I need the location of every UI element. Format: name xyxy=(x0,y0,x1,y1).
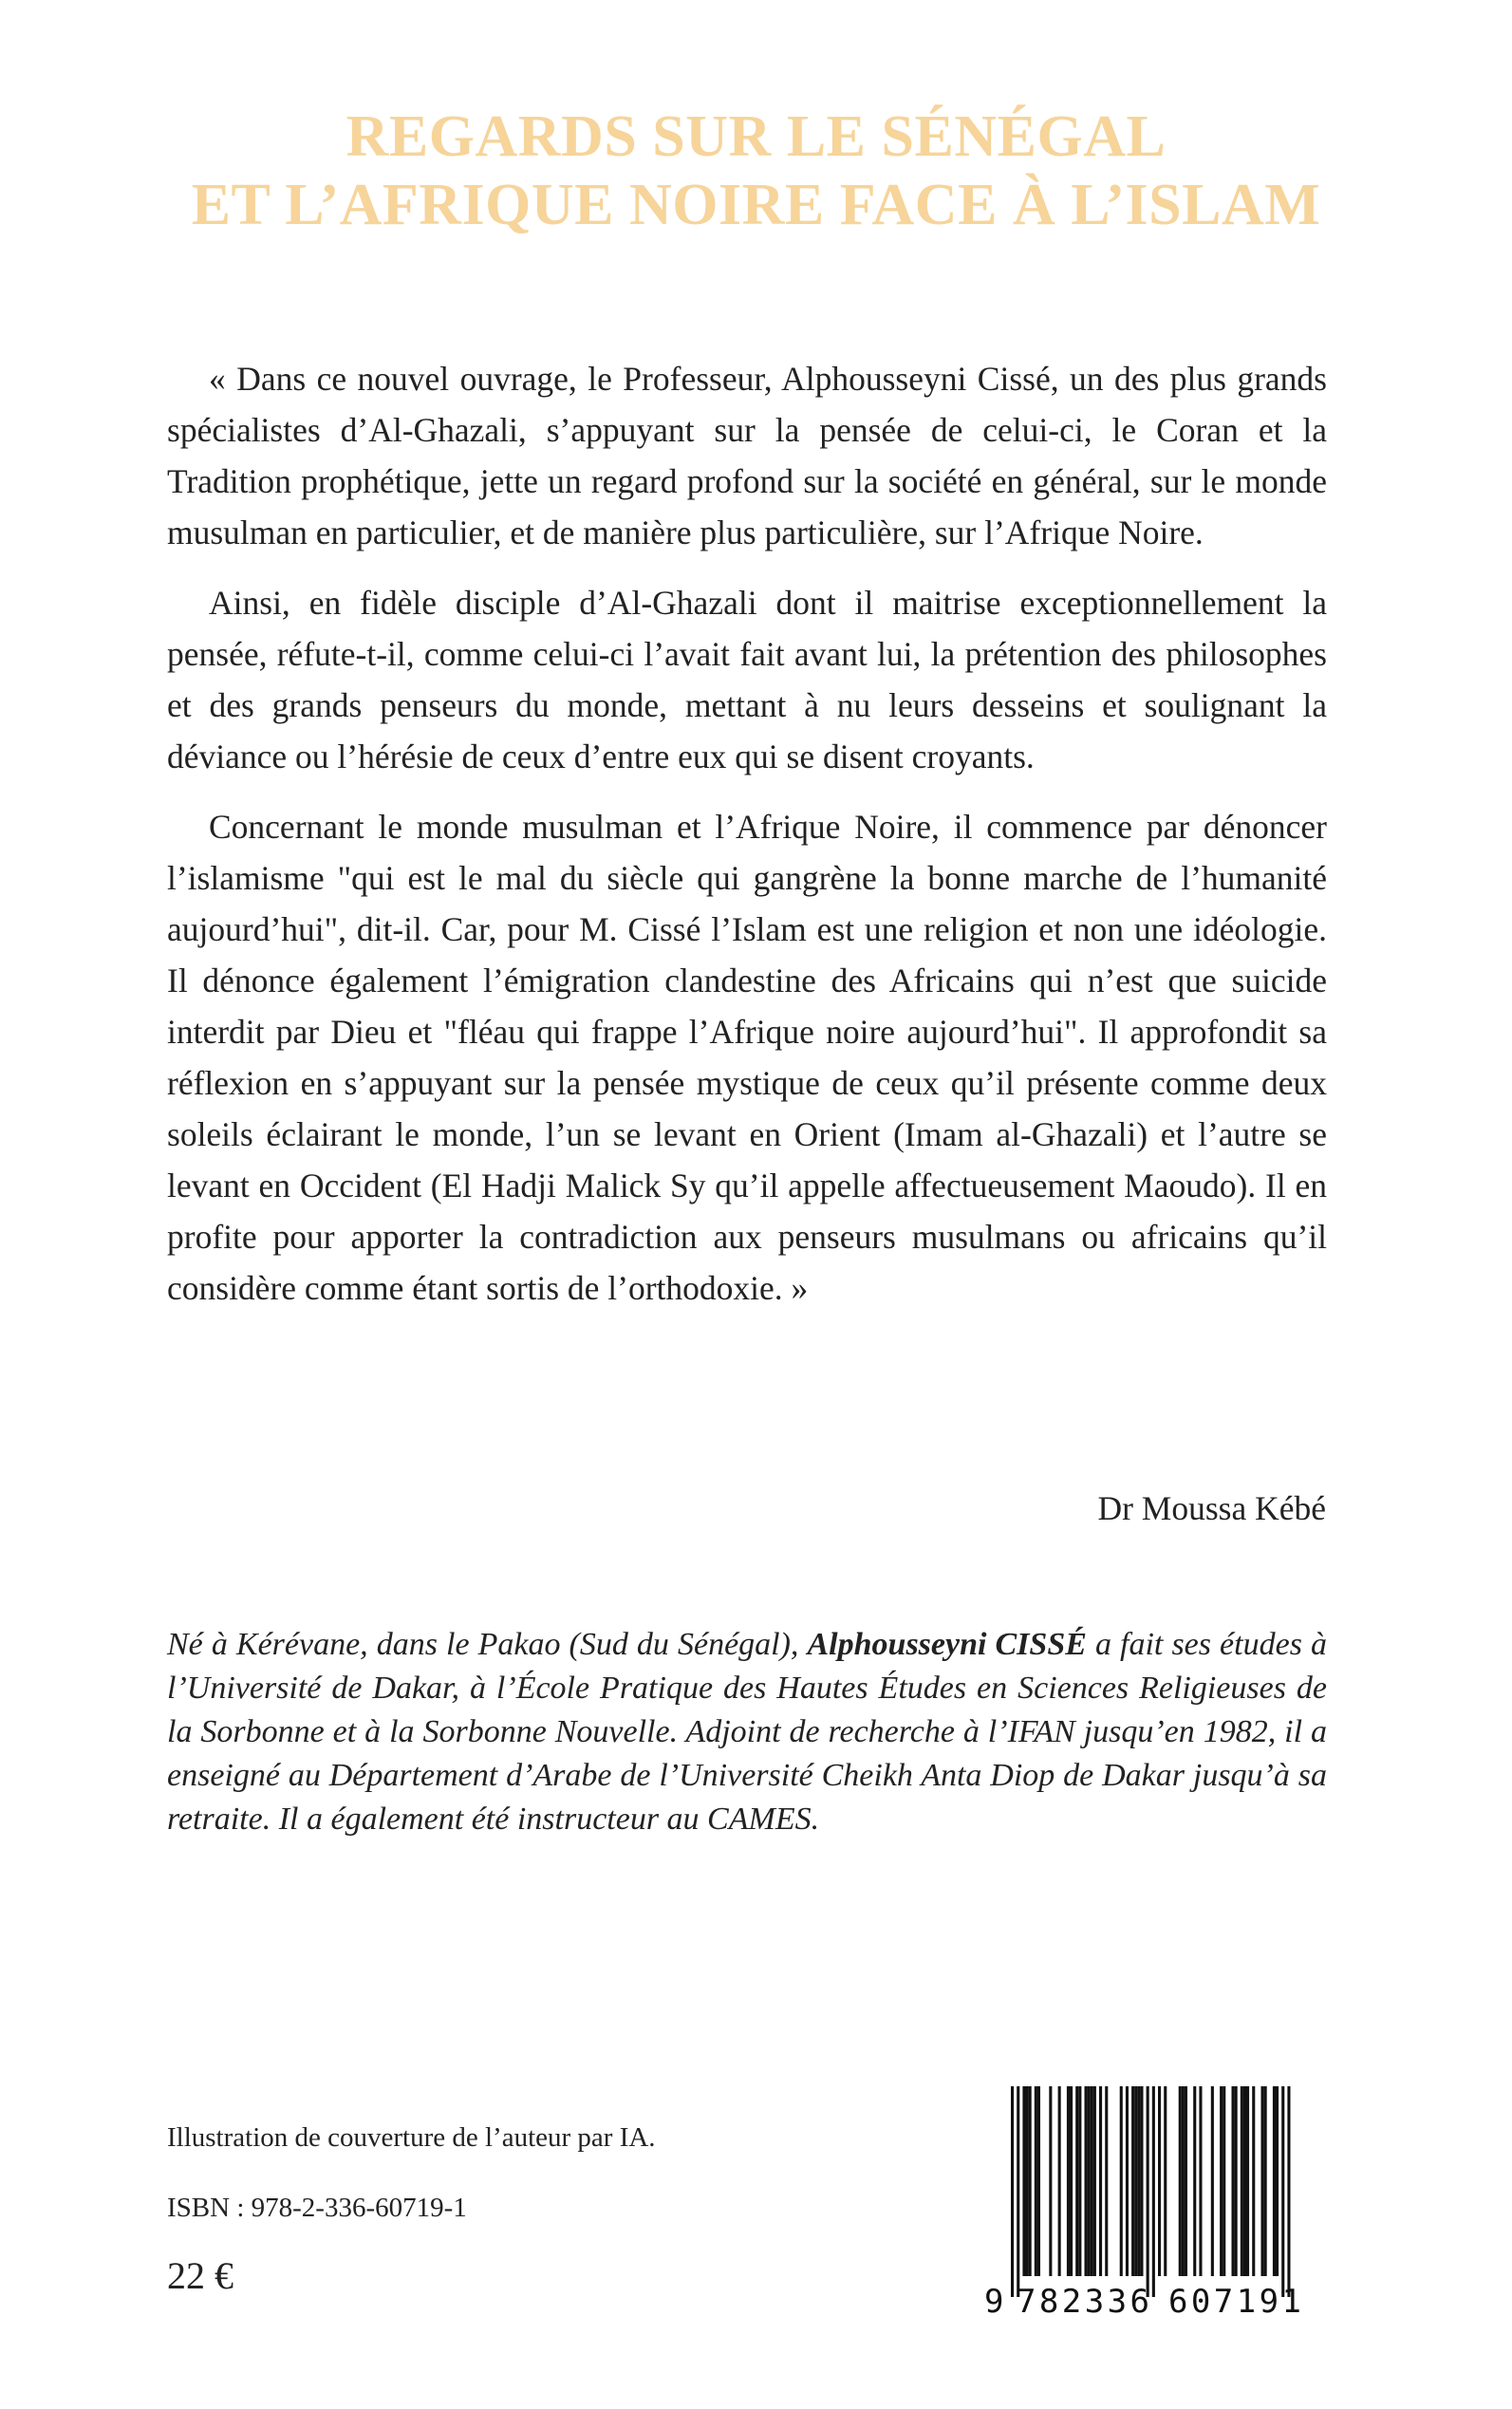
barcode-bar xyxy=(1264,2086,1267,2276)
barcode-digit-first: 9 xyxy=(984,2283,1004,2321)
blurb-paragraph-3: Concernant le monde musulman et l’Afrique Noire, il commence par dénoncer l’islamisme "qui est le mal du siècle qui gangrène la bonne marche de l’humanité aujourd’hui", dit-il. Car, pour M. Cissé l’Islam est une religion et non une idéologie. Il dénonce également l’émigration clandestine des Africains qui n’est que suicide interdit par Dieu et "fléau qui frappe l’Afrique noire aujourd’hui". Il approfondit sa réflexion en s’appuyant sur la pensée mystique de ceux qu’il présente comme deux soleils éclairant le monde, l’un se levant en Orient (Imam al-Ghazali) et l’autre se levant en Occident (El Hadji Malick Sy qu’il appelle affectueusement Maoudo). Il en profite pour apporter la contradiction aux penseurs musulmans ou africains qu’il considère comme étant sortis de l’orthodoxie. » xyxy=(167,808,1327,1307)
price: 22 € xyxy=(167,2254,233,2297)
barcode-bar xyxy=(1120,2086,1123,2276)
barcode-bar xyxy=(1252,2086,1255,2276)
barcode-bar xyxy=(1078,2086,1081,2276)
barcode-bar xyxy=(1022,2086,1025,2276)
barcode-bar xyxy=(1147,2086,1149,2297)
barcode-bar xyxy=(1091,2086,1093,2276)
barcode-bar xyxy=(1070,2086,1073,2276)
blurb-paragraph-1: « Dans ce nouvel ouvrage, le Professeur, Alphousseyni Cissé, un des plus grands spécialistes d’Al-Ghazali, s’appuyant sur la pensée de celui-ci, le Coran et la Tradition prophétique, jette un regard profond sur la société en général, sur le monde musulman en particulier, et de manière plus particulière, sur l’Afrique Noire. xyxy=(167,360,1327,551)
barcode-bar xyxy=(1067,2086,1070,2276)
barcode-bar xyxy=(1261,2086,1264,2276)
barcode-bar xyxy=(1158,2086,1161,2276)
barcode-bar xyxy=(1026,2086,1029,2276)
barcode-bar xyxy=(1164,2086,1167,2276)
barcode-bar xyxy=(1193,2086,1196,2276)
barcode-digits-right: 607191 xyxy=(1168,2283,1301,2321)
barcode-bar xyxy=(1035,2086,1037,2276)
barcode-bar xyxy=(1137,2086,1140,2276)
barcode-bar xyxy=(1182,2086,1185,2276)
barcode-bars xyxy=(1011,2086,1291,2297)
barcode-bar xyxy=(1232,2086,1235,2276)
author-name: Alphousseyni CISSÉ xyxy=(807,1627,1087,1662)
barcode-bar xyxy=(1287,2086,1290,2297)
barcode-bar xyxy=(1273,2086,1276,2276)
barcode-bar xyxy=(1199,2086,1202,2276)
barcode-bar xyxy=(1011,2086,1014,2297)
barcode-bar xyxy=(1037,2086,1040,2276)
barcode-bar xyxy=(1185,2086,1187,2276)
barcode-bar xyxy=(1243,2086,1246,2276)
barcode-bar xyxy=(1223,2086,1225,2276)
barcode-bar xyxy=(1029,2086,1032,2276)
barcode-bar xyxy=(1152,2086,1155,2297)
book-title-line-2: ET L’AFRIQUE NOIRE FACE À L’ISLAM xyxy=(191,173,1321,237)
barcode-bar xyxy=(1058,2086,1061,2276)
barcode-bar xyxy=(1241,2086,1243,2276)
barcode-bar xyxy=(1049,2086,1052,2276)
isbn: ISBN : 978-2-336-60719-1 xyxy=(167,2193,467,2223)
cover-credit: Illustration de couverture de l’auteur par IA. xyxy=(167,2122,656,2153)
blurb-signature: Dr Moussa Kébé xyxy=(1097,1489,1326,1527)
barcode-bar xyxy=(1281,2086,1284,2297)
barcode-bar xyxy=(1099,2086,1102,2276)
blurb xyxy=(167,353,1327,1333)
barcode-bar xyxy=(1246,2086,1249,2276)
barcode-bar xyxy=(1105,2086,1108,2276)
bio-intro: Né à Kérévane, dans le Pakao (Sud du Sénégal), xyxy=(167,1627,808,1662)
isbn-barcode xyxy=(982,2086,1326,2322)
barcode-bar xyxy=(1140,2086,1143,2276)
barcode-bar xyxy=(1085,2086,1088,2276)
barcode-bar xyxy=(1131,2086,1134,2276)
barcode-bar xyxy=(1088,2086,1091,2276)
barcode-bar xyxy=(1276,2086,1279,2276)
barcode-bar xyxy=(1075,2086,1078,2276)
barcode-bar xyxy=(1235,2086,1238,2276)
barcode-bar xyxy=(1211,2086,1214,2276)
barcode-bar xyxy=(1179,2086,1182,2276)
barcode-bar xyxy=(1093,2086,1096,2276)
barcode-digits-left: 782336 xyxy=(1017,2283,1149,2321)
author-bio xyxy=(167,1623,1327,1841)
book-title xyxy=(0,103,1512,239)
barcode-bar xyxy=(1134,2086,1137,2276)
barcode-bar xyxy=(1126,2086,1129,2276)
bio-rest: a fait ses études à l’Université de Dakar, à l’École Pratique des Hautes Études en Sciences Religieuses de la Sorbonne et à la Sorbonne Nouvelle. Adjoint de recherche à l’IFAN jusqu’en 1982, il a enseigné au Département d’Arabe de l’Université Cheikh Anta Diop de Dakar jusqu’à sa retraite. Il a également été instructeur au CAMES. xyxy=(167,1627,1327,1837)
book-title-line-1: REGARDS SUR LE SÉNÉGAL xyxy=(345,104,1167,169)
barcode-bar xyxy=(1220,2086,1223,2276)
barcode-bar xyxy=(1017,2086,1019,2297)
blurb-paragraph-2: Ainsi, en fidèle disciple d’Al-Ghazali dont il maitrise exceptionnellement la pensée, réfute-t-il, comme celui-ci l’avait fait avant lui, la prétention des philosophes et des grands penseurs du monde, mettant à nu leurs desseins et soulignant la déviance ou l’hérésie de ceux d’entre eux qui se disent croyants. xyxy=(167,584,1327,775)
